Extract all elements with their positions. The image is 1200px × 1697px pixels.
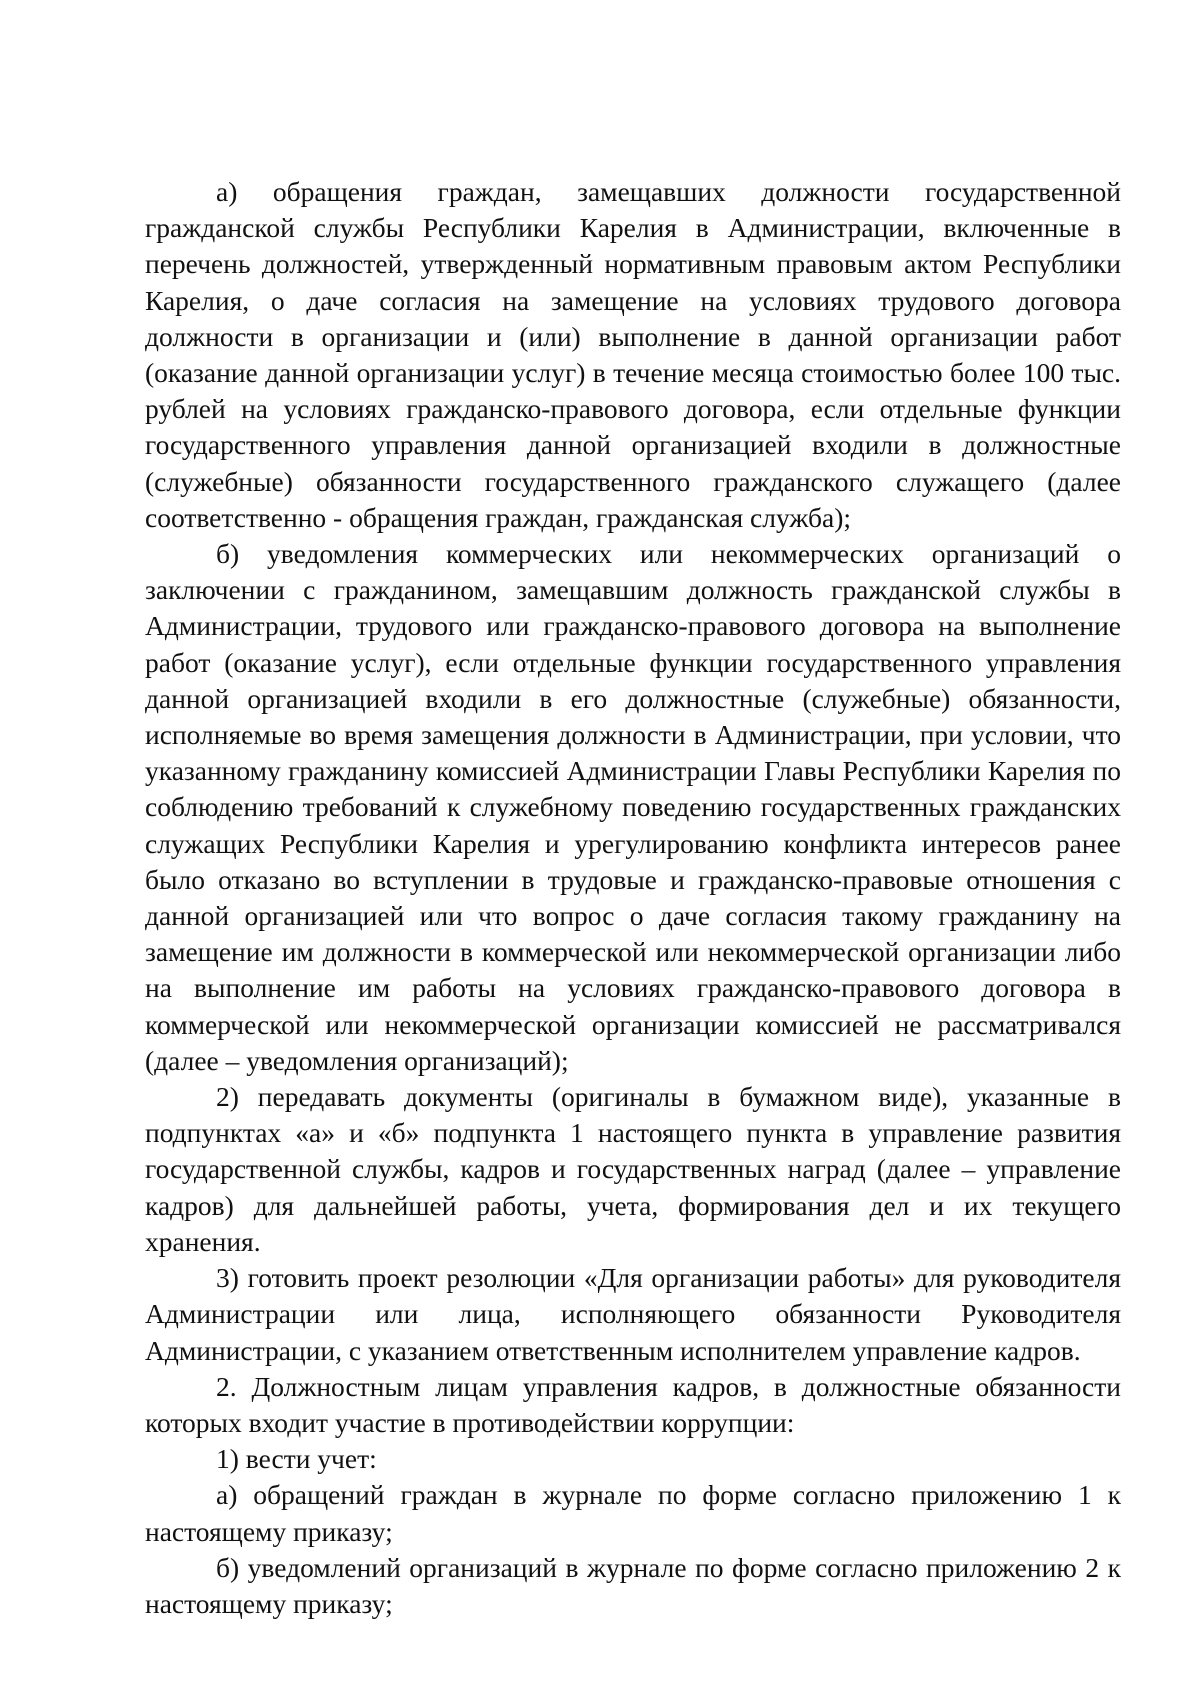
paragraph-3-prepare-resolution: 3) готовить проект резолюции «Для организации работы» для руководителя Администрации или лица, исполняющего обязанности Руководителя Администрации, с указанием ответственным исполнителем управление кадров. (145, 1262, 1121, 1366)
paragraph-1a-appeals-of-citizens: а) обращения граждан, замещавших должности государственной гражданской службы Республики Карелия в Администрации, включенные в перечень должностей, утвержденный нормативным правовым актом Республики Карелия, о даче согласия на замещение на условиях трудового договора должности в организации и (или) выполнение в данной организации работ (оказание данной организации услуг) в течение месяца стоимостью более 100 тыс. рублей на условиях гражданско-правового договора, если отдельные функции государственного управления данной организацией входили в должностные (служебные) обязанности государственного гражданского служащего (далее соответственно - обращения граждан, гражданская служба); (145, 176, 1121, 533)
paragraph-1b-notifications-of-organizations: б) уведомления коммерческих или некоммерческих организаций о заключении с гражданином, замещавшим должность гражданской службы в Администрации, трудового или гражданско-правового договора на выполнение работ (оказание услуг), если отдельные функции государственного управления данной организацией входили в его должностные (служебные) обязанности, исполняемые во время замещения должности в Администрации, при условии, что указанному гражданину комиссией Администрации Главы Республики Карелия по соблюдению требований к служебному поведению государственных гражданских служащих Республики Карелия и урегулированию конфликта интересов ранее было отказано во вступлении в трудовые и гражданско-правовые отношения с данной организацией или что вопрос о даче согласия такому гражданину на замещение им должности в коммерческой или некоммерческой организации либо на выполнение им работы на условиях гражданско-правового договора в коммерческой или некоммерческой организации комиссией не рассматривался (далее – уведомления организаций); (145, 538, 1121, 1076)
paragraph-records-appeals-journal: а) обращений граждан в журнале по форме согласно приложению 1 к настоящему приказу; (145, 1479, 1121, 1547)
paragraph-records-notifications-journal: б) уведомлений организаций в журнале по форме согласно приложению 2 к настоящему приказу; (145, 1551, 1121, 1619)
paragraph-keep-records: 1) вести учет: (216, 1443, 377, 1475)
document-body (145, 174, 1121, 1622)
paragraph-2-transfer-documents: 2) передавать документы (оригиналы в бумажном виде), указанные в подпунктах «а» и «б» подпункта 1 настоящего пункта в управление развития государственной службы, кадров и государственных наград (далее – управление кадров) для дальнейшей работы, учета, формирования дел и их текущего хранения. (145, 1081, 1121, 1257)
paragraph-section-2-hr-officials: 2. Должностным лицам управления кадров, в должностные обязанности которых входит участие в противодействии коррупции: (145, 1370, 1121, 1438)
